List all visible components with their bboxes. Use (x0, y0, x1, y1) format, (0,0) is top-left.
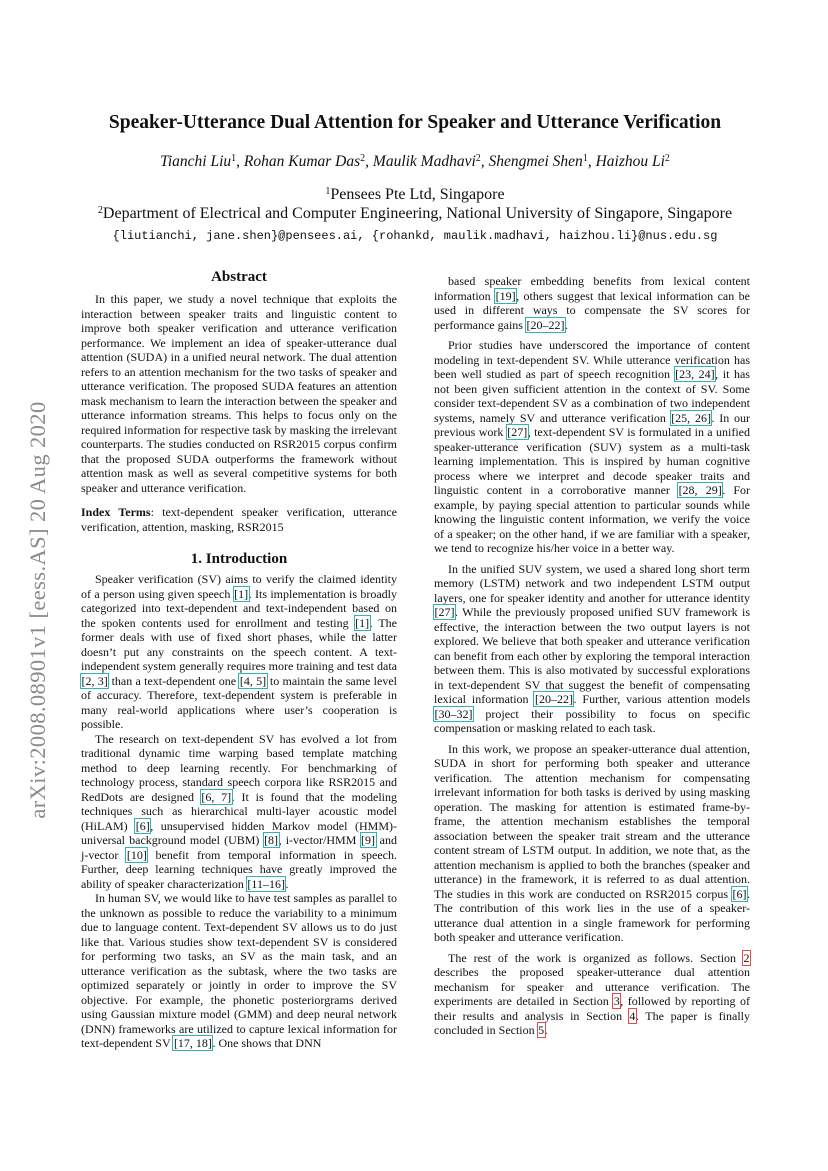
affiliation-1: $^1$Pensees Pte Ltd, Singapore (325, 186, 505, 203)
citation-link[interactable]: [27] (434, 605, 455, 619)
author-affiliation-mark: 1 (582, 153, 588, 164)
paper-title: Speaker-Utterance Dual Attention for Speaker and Utterance Verification (108, 112, 722, 133)
section-reference-link[interactable]: 5 (538, 1023, 545, 1037)
introduction-left-text (81, 572, 397, 1051)
introduction-heading: 1. Introduction (190, 551, 288, 567)
section-reference-link[interactable]: 2 (743, 950, 750, 965)
author-list: Tianchi Liu$^1$, Rohan Kumar Das$^2$, Maulik Madhavi$^2$, Shengmei Shen$^1$, Haizhou Li$^2$ (160, 153, 670, 170)
citation-link[interactable]: [28, 29] (678, 483, 722, 497)
author-name: Tianchi Liu (160, 153, 232, 170)
author-affiliation-mark: 2 (664, 153, 670, 164)
intro-right-paragraph: Prior studies have underscored the importance of content modeling in text-dependent SV. While utterance verification has been well studied as part of speech recognition [23, 24], it has not been given sufficient attention in the context of SV. Some consider text-dependent SV as a combination of two independent systems, namely SV and utterance verification [25, 26]. In our previous work [27], text-dependent SV is formulated in a unified speaker-utterance verification (SUV) system as a multi-task learning implementation. This is inspired by human cognitive process where we interpret and decode speaker traits and linguistic content in a corroborative manner [28, 29]. For example, by paying special attention to particular sounds while knowing the linguistic content information, we verify the voice of a speaker; on the other hand, if we are familiar with a speaker, we tend to recognize his/her voice in a better way. (434, 338, 750, 555)
citation-link[interactable]: [6, 7] (201, 789, 232, 804)
author-emails: {liutianchi, jane.shen}@pensees.ai, {rohankd, maulik.madhavi, haizhou.li}@nus.edu.sg (112, 229, 718, 243)
citation-link[interactable]: [20–22] (534, 692, 573, 706)
citation-link[interactable]: [8] (264, 833, 279, 847)
citation-link[interactable]: [27] (507, 425, 528, 439)
citation-link[interactable]: [4, 5] (239, 673, 267, 688)
arxiv-identifier: arXiv:2008.08901v1 [eess.AS] 20 Aug 2020 (25, 401, 50, 819)
citation-link[interactable]: [2, 3] (81, 673, 108, 688)
citation-link[interactable]: [11–16] (247, 876, 285, 891)
citation-link[interactable]: [25, 26] (671, 410, 711, 425)
right-column (434, 274, 750, 1038)
citation-link[interactable]: [6] (732, 886, 747, 901)
citation-link[interactable]: [30–32] (434, 706, 473, 721)
citation-link[interactable]: [17, 18] (173, 1036, 212, 1050)
intro-left-paragraph: Speaker verification (SV) aims to verify the claimed identity of a person using given speech [1]. Its implementation is broadly categorized into text-dependent and text-independent based on the spoken contents used for enrollment and testing [1]. The former deals with use of fixed short phases, while the latter doesn’t put any constraints on the speech content. A text-independent system generally requires more training and test data [2, 3] than a text-dependent one [4, 5] to maintain the same level of accuracy. Therefore, text-dependent system is preferable in many real-world applications where user’s cooperation is possible. (81, 572, 397, 731)
citation-link[interactable]: [6] (135, 818, 150, 833)
abstract-heading: Abstract (211, 269, 267, 285)
author-affiliation-mark: 2 (475, 153, 481, 164)
author-affiliation-mark: 2 (360, 153, 366, 164)
section-reference-link[interactable]: 4 (629, 1008, 636, 1023)
intro-left-paragraph: The research on text-dependent SV has evolved a lot from traditional dynamic time warping based template matching method to deep learning recently. For benchmarking of technology process, standard speech corpora like RSR2015 and RedDots are designed [6, 7]. It is found that the modeling techniques such as hierarchical multi-layer acoustic model (HiLAM) [6], unsupervised hidden Markov model (HMM)-universal background model (UBM) [8], i-vector/HMM [9] and j-vector [10] benefit from temporal information in speech. Further, deep learning techniques have greatly improved the ability of speaker characterization [11–16]. (81, 731, 398, 891)
citation-link[interactable]: [10] (126, 847, 147, 862)
left-column (81, 268, 397, 1051)
citation-link[interactable]: [23, 24] (675, 367, 715, 381)
citation-link[interactable]: [9] (361, 833, 376, 847)
intro-right-paragraph: In this work, we propose an speaker-utterance dual attention, SUDA in short for performing both speaker and utterance verification. The attention mechanism for compensating irrelevant information for both tasks is derived by using masking operation. The masking for attention is estimated frame-by-frame, the attention mechanism establishes the temporal association between the speaker trait stream and the utterance content stream of LSTM output. In addition, we note that, as the attention mechanism is applied to both the branches (speaker and utterance) in the framework, it is referred to as dual attention. The studies in this work are conducted on RSR2015 corpus [6]. The contribution of this work lies in the use of a speaker-utterance dual attention in a single framework for performing both speaker and utterance verification. (434, 741, 750, 944)
citation-link[interactable]: [20–22] (526, 317, 565, 332)
index-terms: Index Terms: text-dependent speaker verification, utterance verification, attention, masking, RSR2015 (81, 505, 397, 534)
author-name: Shengmei Shen (488, 153, 583, 170)
citation-link[interactable]: [1] (355, 615, 370, 630)
author-affiliation-mark: 1 (231, 153, 237, 164)
intro-right-paragraph: based speaker embedding benefits from lexical content information [19], others suggest that lexical information can be used in different ways to compensate the SV scores for performance gains [20–22]. (434, 274, 751, 332)
intro-right-paragraph: The rest of the work is organized as follows. Section 2 describes the proposed speaker-utterance dual attention mechanism for speaker and utterance verification. The experiments are detailed in Section 3, followed by reporting of their results and analysis in Section 4. The paper is finally concluded in Section 5. (434, 950, 751, 1037)
abstract-text: In this paper, we study a novel technique that exploits the interaction between speaker traits and linguistic content to improve both speaker verification and utterance verification performance. We implement an idea of speaker-utterance dual attention (SUDA) in a unified neural network. The dual attention refers to an attention mechanism for the two tasks of speaker and utterance verification. The proposed SUDA features an attention mask mechanism to learn the interaction between the speaker and utterance information streams. This helps to focus only on the required information for respective task by masking the irrelevant counterparts. The studies conducted on RSR2015 corpus confirm that the proposed SUDA outperforms the framework without attention mask as well as several competitive systems for both speaker and utterance verification. (81, 292, 397, 495)
author-name: Rohan Kumar Das (243, 153, 361, 170)
section-reference-link[interactable]: 3 (613, 994, 620, 1008)
citation-link[interactable]: [1] (234, 586, 249, 601)
intro-left-paragraph: In human SV, we would like to have test samples as parallel to the unknown as possible to reduce the variability to a minimum due to language content. Text-dependent SV allows us to do just like that. Various studies show text-dependent SV is considered for performing two tasks, an SV as the main task, and an utterance verification as the subtask, where the two tasks are optimized separately or jointly in order to improve the SV objective. For example, the phonetic posteriorgrams derived using Gaussian mixture model (GMM) and deep neural network (DNN) frameworks are utilized to capture lexical information for text-dependent SV [17, 18]. One shows that DNN (81, 891, 397, 1050)
author-name: Maulik Madhavi (372, 153, 476, 170)
citation-link[interactable]: [19] (495, 288, 516, 303)
intro-right-paragraph: In the unified SUV system, we used a shared long short term memory (LSTM) network and two independent LSTM output layers, one for speaker identity and another for utterance identity [27]. While the previously proposed unified SUV framework is effective, the interaction between the two output layers is not explored. We believe that both speaker and utterance verification can benefit from each other by exploring the temporal interaction between them. This is also motivated by successful explorations in text-dependent SV that suggest the benefit of compensating lexical information [20–22]. Further, various attention models [30–32] project their possibility to focus on specific compensation or masking related to each task. (434, 561, 750, 735)
introduction-right-text (434, 274, 750, 1038)
author-name: Haizhou Li (595, 153, 665, 170)
affiliation-2: $^2$Department of Electrical and Computer Engineering, National University of Singapore, Singapore (97, 205, 733, 222)
